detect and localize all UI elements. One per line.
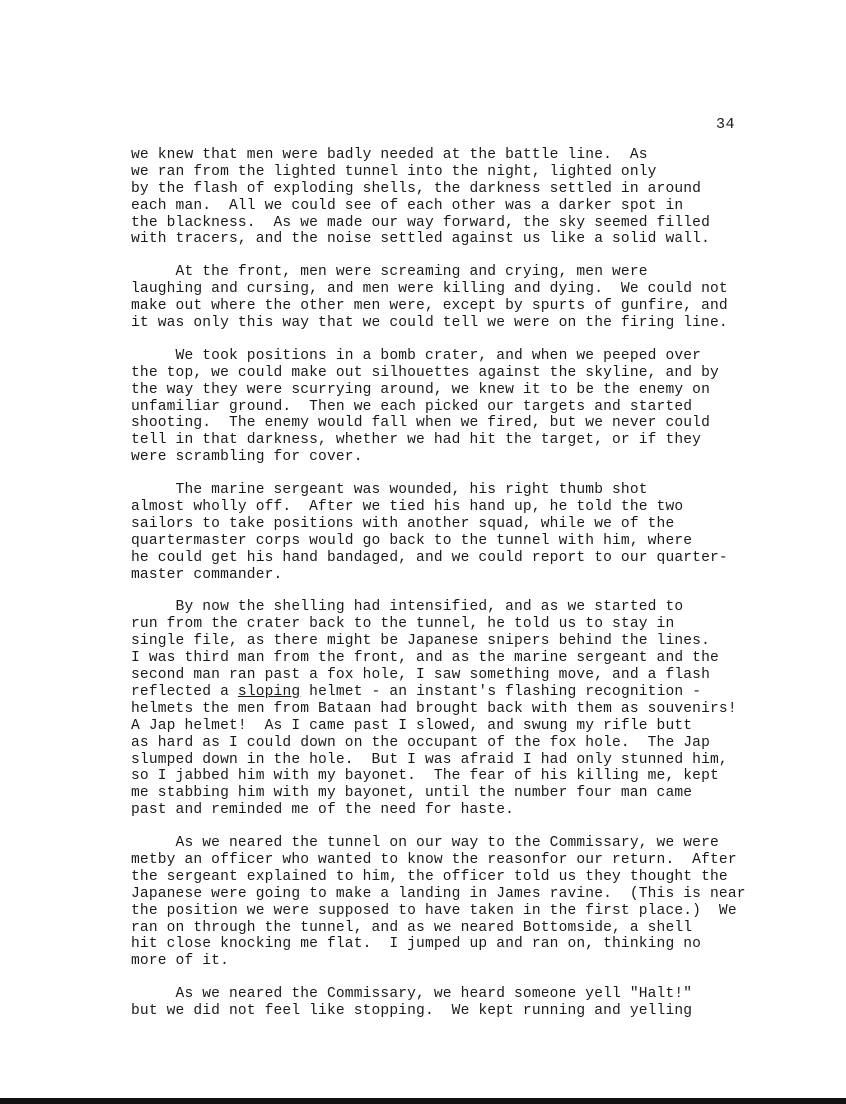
text-line: make out where the other men were, except by spurts of gunfire, and (131, 298, 728, 315)
paragraph (131, 835, 831, 970)
text-line: By now the shelling had intensified, and as we started to (131, 599, 684, 616)
text-line: slumped down in the hole. But I was afraid I had only stunned him, (131, 751, 728, 768)
text-line: I was third man from the front, and as the marine sergeant and the (131, 650, 719, 667)
text-line: The marine sergeant was wounded, his right thumb shot (131, 482, 648, 499)
underlined-word: sloping (237, 683, 301, 700)
paragraph (131, 147, 831, 248)
text-line: but we did not feel like stopping. We kept running and yelling (131, 1003, 693, 1020)
text-line: quartermaster corps would go back to the tunnel with him, where (131, 532, 693, 549)
body-text (131, 147, 831, 1036)
text-line: Japanese were going to make a landing in James ravine. (This is near (131, 885, 746, 902)
text-line: reflected a sloping helmet - an instant's flashing recognition - (131, 683, 702, 700)
text-line: hit close knocking me flat. I jumped up and ran on, thinking no (131, 936, 702, 953)
text-line: as hard as I could down on the occupant of the fox hole. The Jap (131, 734, 710, 751)
text-line: it was only this way that we could tell we were on the firing line. (131, 315, 728, 332)
text-line: the top, we could make out silhouettes against the skyline, and by (131, 364, 719, 381)
text-line: helmets the men from Bataan had brought back with them as souvenirs! (131, 700, 737, 717)
text-line: we ran from the lighted tunnel into the night, lighted only (131, 163, 657, 180)
text-line: unfamiliar ground. Then we each picked our targets and started (131, 398, 693, 415)
text-line: with tracers, and the noise settled against us like a solid wall. (131, 231, 710, 248)
text-line: second man ran past a fox hole, I saw something move, and a flash (131, 667, 710, 684)
text-line: sailors to take positions with another squad, while we of the (131, 515, 675, 532)
text-line: we knew that men were badly needed at the battle line. As (131, 147, 648, 163)
scan-edge-bar (0, 1098, 846, 1104)
text-line: tell in that darkness, whether we had hit the target, or if they (131, 432, 702, 449)
text-line: shooting. The enemy would fall when we fired, but we never could (131, 415, 710, 432)
paragraph (131, 482, 831, 583)
text-line: the way they were scurrying around, we knew it to be the enemy on (131, 381, 710, 398)
text-line: laughing and cursing, and men were killing and dying. We could not (131, 281, 728, 298)
text-line: me stabbing him with my bayonet, until the number four man came (131, 785, 693, 802)
text-line: the sergeant explained to him, the officer told us they thought the (131, 868, 728, 885)
page-number: 34 (716, 116, 736, 133)
text-line: At the front, men were screaming and crying, men were (131, 264, 648, 281)
text-line: the position we were supposed to have taken in the first place.) We (131, 902, 737, 919)
text-line: so I jabbed him with my bayonet. The fear of his killing me, kept (131, 768, 719, 785)
text-line: run from the crater back to the tunnel, he told us to stay in (131, 616, 675, 633)
text-line: were scrambling for cover. (131, 449, 363, 466)
text-line: each man. All we could see of each other was a darker spot in (131, 197, 684, 214)
text-line: the blackness. As we made our way forward, the sky seemed filled (131, 214, 710, 231)
text-line: master commander. (131, 566, 283, 583)
text-line: single file, as there might be Japanese snipers behind the lines. (131, 633, 710, 650)
paragraph (131, 599, 831, 819)
text-line: ran on through the tunnel, and as we neared Bottomside, a shell (131, 919, 693, 936)
paragraph (131, 264, 831, 332)
text-line: As we neared the Commissary, we heard someone yell "Halt!" (131, 986, 693, 1003)
text-line: We took positions in a bomb crater, and when we peeped over (131, 347, 702, 364)
paragraph (131, 986, 831, 1020)
text-line: past and reminded me of the need for haste. (131, 802, 515, 819)
text-line: he could get his hand bandaged, and we could report to our quarter- (131, 549, 728, 566)
paragraph (131, 348, 831, 466)
text-line: by the flash of exploding shells, the darkness settled in around (131, 180, 702, 197)
text-line: almost wholly off. After we tied his hand up, he told the two (131, 499, 684, 516)
text-line: metby an officer who wanted to know the reasonfor our return. After (131, 851, 737, 868)
text-line: As we neared the tunnel on our way to the Commissary, we were (131, 835, 719, 852)
text-line: more of it. (131, 953, 229, 970)
text-line: A Jap helmet! As I came past I slowed, and swung my rifle butt (131, 717, 693, 734)
